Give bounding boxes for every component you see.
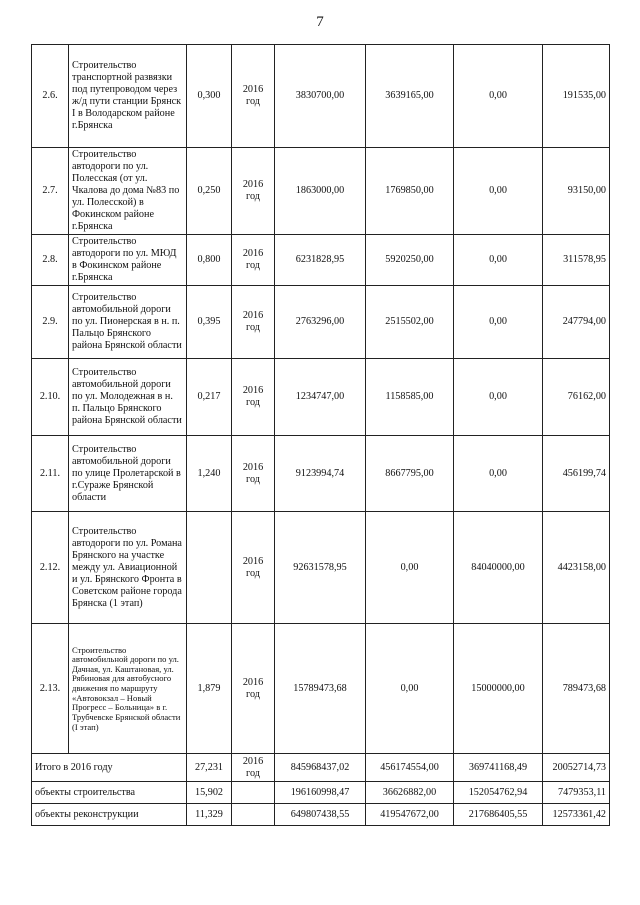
- table-row: [32, 45, 610, 148]
- totals-row: [32, 754, 610, 782]
- row-number: 2.13.: [32, 624, 69, 754]
- total-amount: 3830700,00: [275, 45, 366, 148]
- length-km: 0,300: [187, 45, 232, 148]
- length-km: 0,250: [187, 148, 232, 235]
- regional-amount: 369741168,49: [454, 754, 543, 782]
- federal-amount: 0,00: [366, 624, 454, 754]
- object-name: Строительство автомобильной дороги по ул. Молодежная в н. п. Пальцо Брянского района Брянской области: [69, 359, 187, 436]
- totals-row: [32, 804, 610, 826]
- year: 2016 год: [232, 512, 275, 624]
- table-row: [32, 148, 610, 235]
- row-number: 2.11.: [32, 436, 69, 512]
- object-name: Строительство автомобильной дороги по улице Пролетарской в г.Сураже Брянской области: [69, 436, 187, 512]
- regional-amount: 0,00: [454, 235, 543, 286]
- length-km: [187, 512, 232, 624]
- total-amount: 9123994,74: [275, 436, 366, 512]
- regional-amount: 0,00: [454, 359, 543, 436]
- object-name: Строительство автодороги по ул. Романа Брянского на участке между ул. Авиационной и ул. Брянского Фронта в Советском районе города Брянска (1 этап): [69, 512, 187, 624]
- regional-amount: 0,00: [454, 436, 543, 512]
- row-number: 2.9.: [32, 286, 69, 359]
- year: [232, 804, 275, 826]
- object-name: Строительство автомобильной дороги по ул. Пионерская в н. п. Пальцо Брянского района Брянской области: [69, 286, 187, 359]
- year: 2016 год: [232, 45, 275, 148]
- total-amount: 6231828,95: [275, 235, 366, 286]
- regional-amount: 0,00: [454, 286, 543, 359]
- totals-label: объекты строительства: [32, 782, 187, 804]
- year: 2016 год: [232, 624, 275, 754]
- length-km: 0,800: [187, 235, 232, 286]
- total-amount: 15789473,68: [275, 624, 366, 754]
- year: 2016 год: [232, 235, 275, 286]
- local-amount: 456199,74: [543, 436, 610, 512]
- federal-amount: 456174554,00: [366, 754, 454, 782]
- row-number: 2.8.: [32, 235, 69, 286]
- local-amount: 76162,00: [543, 359, 610, 436]
- total-amount: 2763296,00: [275, 286, 366, 359]
- object-name: Строительство автодороги по ул. Полесская (от ул. Чкалова до дома №83 по ул. Полесской) в Фокинском районе г.Брянска: [69, 148, 187, 235]
- regional-amount: 152054762,94: [454, 782, 543, 804]
- federal-amount: 5920250,00: [366, 235, 454, 286]
- program-table: [31, 44, 610, 826]
- local-amount: 789473,68: [543, 624, 610, 754]
- row-number: 2.12.: [32, 512, 69, 624]
- length-km: 15,902: [187, 782, 232, 804]
- row-number: 2.6.: [32, 45, 69, 148]
- length-km: 1,240: [187, 436, 232, 512]
- local-amount: 93150,00: [543, 148, 610, 235]
- local-amount: 12573361,42: [543, 804, 610, 826]
- total-amount: 196160998,47: [275, 782, 366, 804]
- regional-amount: 15000000,00: [454, 624, 543, 754]
- federal-amount: 1769850,00: [366, 148, 454, 235]
- year: 2016 год: [232, 148, 275, 235]
- federal-amount: 36626882,00: [366, 782, 454, 804]
- federal-amount: 0,00: [366, 512, 454, 624]
- row-number: 2.10.: [32, 359, 69, 436]
- length-km: 11,329: [187, 804, 232, 826]
- local-amount: 311578,95: [543, 235, 610, 286]
- object-name: Строительство транспортной развязки под путепроводом через ж/д пути станции Брянск I в Володарском районе г.Брянска: [69, 45, 187, 148]
- federal-amount: 2515502,00: [366, 286, 454, 359]
- totals-label: Итого в 2016 году: [32, 754, 187, 782]
- totals-row: [32, 782, 610, 804]
- table-row: [32, 436, 610, 512]
- totals-label: объекты реконструкции: [32, 804, 187, 826]
- table-row: [32, 286, 610, 359]
- page-number: 7: [316, 14, 324, 30]
- regional-amount: 84040000,00: [454, 512, 543, 624]
- year: [232, 782, 275, 804]
- table-row: [32, 512, 610, 624]
- length-km: 0,217: [187, 359, 232, 436]
- federal-amount: 1158585,00: [366, 359, 454, 436]
- object-name: Строительство автомобильной дороги по ул. Дачная, ул. Каштановая, ул. Рябиновая для автобусного движения по маршруту «Автовокзал – Новый Прогресс – Больница» в г. Трубчевске Брянской области (I этап): [69, 624, 187, 754]
- table-row: [32, 235, 610, 286]
- local-amount: 4423158,00: [543, 512, 610, 624]
- local-amount: 20052714,73: [543, 754, 610, 782]
- year: 2016 год: [232, 359, 275, 436]
- federal-amount: 3639165,00: [366, 45, 454, 148]
- total-amount: 649807438,55: [275, 804, 366, 826]
- row-number: 2.7.: [32, 148, 69, 235]
- federal-amount: 8667795,00: [366, 436, 454, 512]
- table-row: [32, 624, 610, 754]
- table-row: [32, 359, 610, 436]
- length-km: 0,395: [187, 286, 232, 359]
- regional-amount: 0,00: [454, 148, 543, 235]
- regional-amount: 217686405,55: [454, 804, 543, 826]
- total-amount: 1234747,00: [275, 359, 366, 436]
- year: 2016 год: [232, 754, 275, 782]
- object-name: Строительство автодороги по ул. МЮД в Фокинском районе г.Брянска: [69, 235, 187, 286]
- year: 2016 год: [232, 436, 275, 512]
- local-amount: 247794,00: [543, 286, 610, 359]
- local-amount: 191535,00: [543, 45, 610, 148]
- local-amount: 7479353,11: [543, 782, 610, 804]
- federal-amount: 419547672,00: [366, 804, 454, 826]
- length-km: 1,879: [187, 624, 232, 754]
- total-amount: 845968437,02: [275, 754, 366, 782]
- total-amount: 92631578,95: [275, 512, 366, 624]
- year: 2016 год: [232, 286, 275, 359]
- length-km: 27,231: [187, 754, 232, 782]
- regional-amount: 0,00: [454, 45, 543, 148]
- total-amount: 1863000,00: [275, 148, 366, 235]
